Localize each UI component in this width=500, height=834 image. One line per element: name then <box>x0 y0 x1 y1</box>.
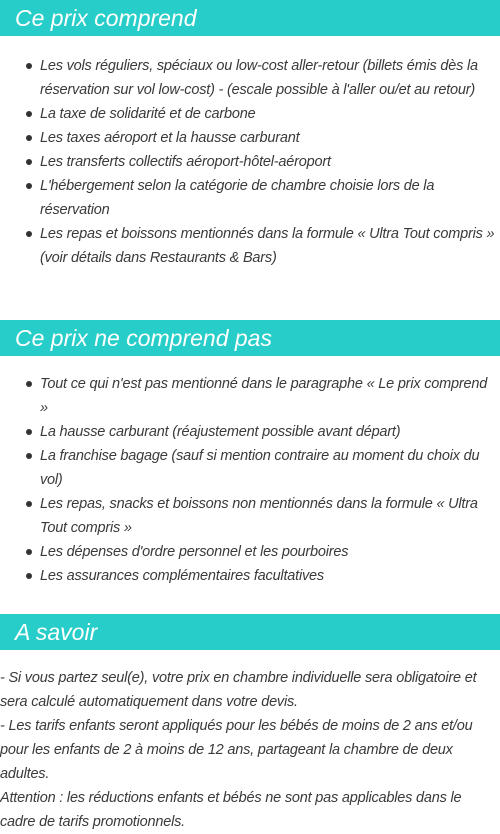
list-item-text: Les transferts collectifs aéroport-hôtel-aéroport <box>40 154 331 170</box>
bullet-icon <box>26 63 32 69</box>
bullet-icon <box>26 111 32 117</box>
bullet-icon <box>26 501 32 507</box>
list-item-text: Les vols réguliers, spéciaux ou low-cost aller-retour (billets émis dès la réservation sur vol low-cost) - (escale possible à l'aller ou/et au retour) <box>40 58 478 98</box>
excluded-list <box>0 372 500 588</box>
list-item-text: La hausse carburant (réajustement possible avant départ) <box>40 424 401 440</box>
bullet-icon <box>26 159 32 165</box>
savoir-paragraph: Attention : les réductions enfants et bébés ne sont pas applicables dans le cadre de tarifs promotionnels. <box>0 790 462 830</box>
list-item <box>0 54 500 102</box>
bullet-icon <box>26 135 32 141</box>
list-item-text: La taxe de solidarité et de carbone <box>40 106 256 122</box>
bullet-icon <box>26 381 32 387</box>
list-item-text: Les assurances complémentaires facultatives <box>40 568 324 584</box>
list-item-text: Les taxes aéroport et la hausse carburant <box>40 130 300 146</box>
bullet-icon <box>26 453 32 459</box>
list-item <box>0 150 500 174</box>
included-list <box>0 54 500 270</box>
list-item <box>0 102 500 126</box>
list-item <box>0 126 500 150</box>
list-item <box>0 372 500 420</box>
section-header-savoir: A savoir <box>0 614 500 650</box>
section-header-excluded: Ce prix ne comprend pas <box>0 320 500 356</box>
list-item-text: Tout ce qui n'est pas mentionné dans le paragraphe « Le prix comprend » <box>40 376 488 416</box>
list-item <box>0 564 500 588</box>
list-item <box>0 222 500 270</box>
bullet-icon <box>26 429 32 435</box>
bullet-icon <box>26 573 32 579</box>
list-item-text: Les repas et boissons mentionnés dans la formule « Ultra Tout compris » (voir détails dans Restaurants & Bars) <box>40 226 495 266</box>
section-header-included: Ce prix comprend <box>0 0 500 36</box>
savoir-paragraph: - Si vous partez seul(e), votre prix en chambre individuelle sera obligatoire et sera calculé automatiquement dans votre devis. <box>0 670 477 710</box>
bullet-icon <box>26 231 32 237</box>
list-item-text: Les dépenses d'ordre personnel et les pourboires <box>40 544 349 560</box>
list-item-text: La franchise bagage (sauf si mention contraire au moment du choix du vol) <box>40 448 480 488</box>
list-item <box>0 420 500 444</box>
bullet-icon <box>26 549 32 555</box>
list-item <box>0 540 500 564</box>
list-item-text: Les repas, snacks et boissons non mentionnés dans la formule « Ultra Tout compris » <box>40 496 478 536</box>
bullet-icon <box>26 183 32 189</box>
list-item-text: L'hébergement selon la catégorie de chambre choisie lors de la réservation <box>40 178 435 218</box>
list-item <box>0 444 500 492</box>
savoir-paragraph: - Les tarifs enfants seront appliqués pour les bébés de moins de 2 ans et/ou pour les enfants de 2 à moins de 12 ans, partageant la chambre de deux adultes. <box>0 718 473 782</box>
list-item <box>0 174 500 222</box>
savoir-text-block <box>0 666 500 834</box>
list-item <box>0 492 500 540</box>
